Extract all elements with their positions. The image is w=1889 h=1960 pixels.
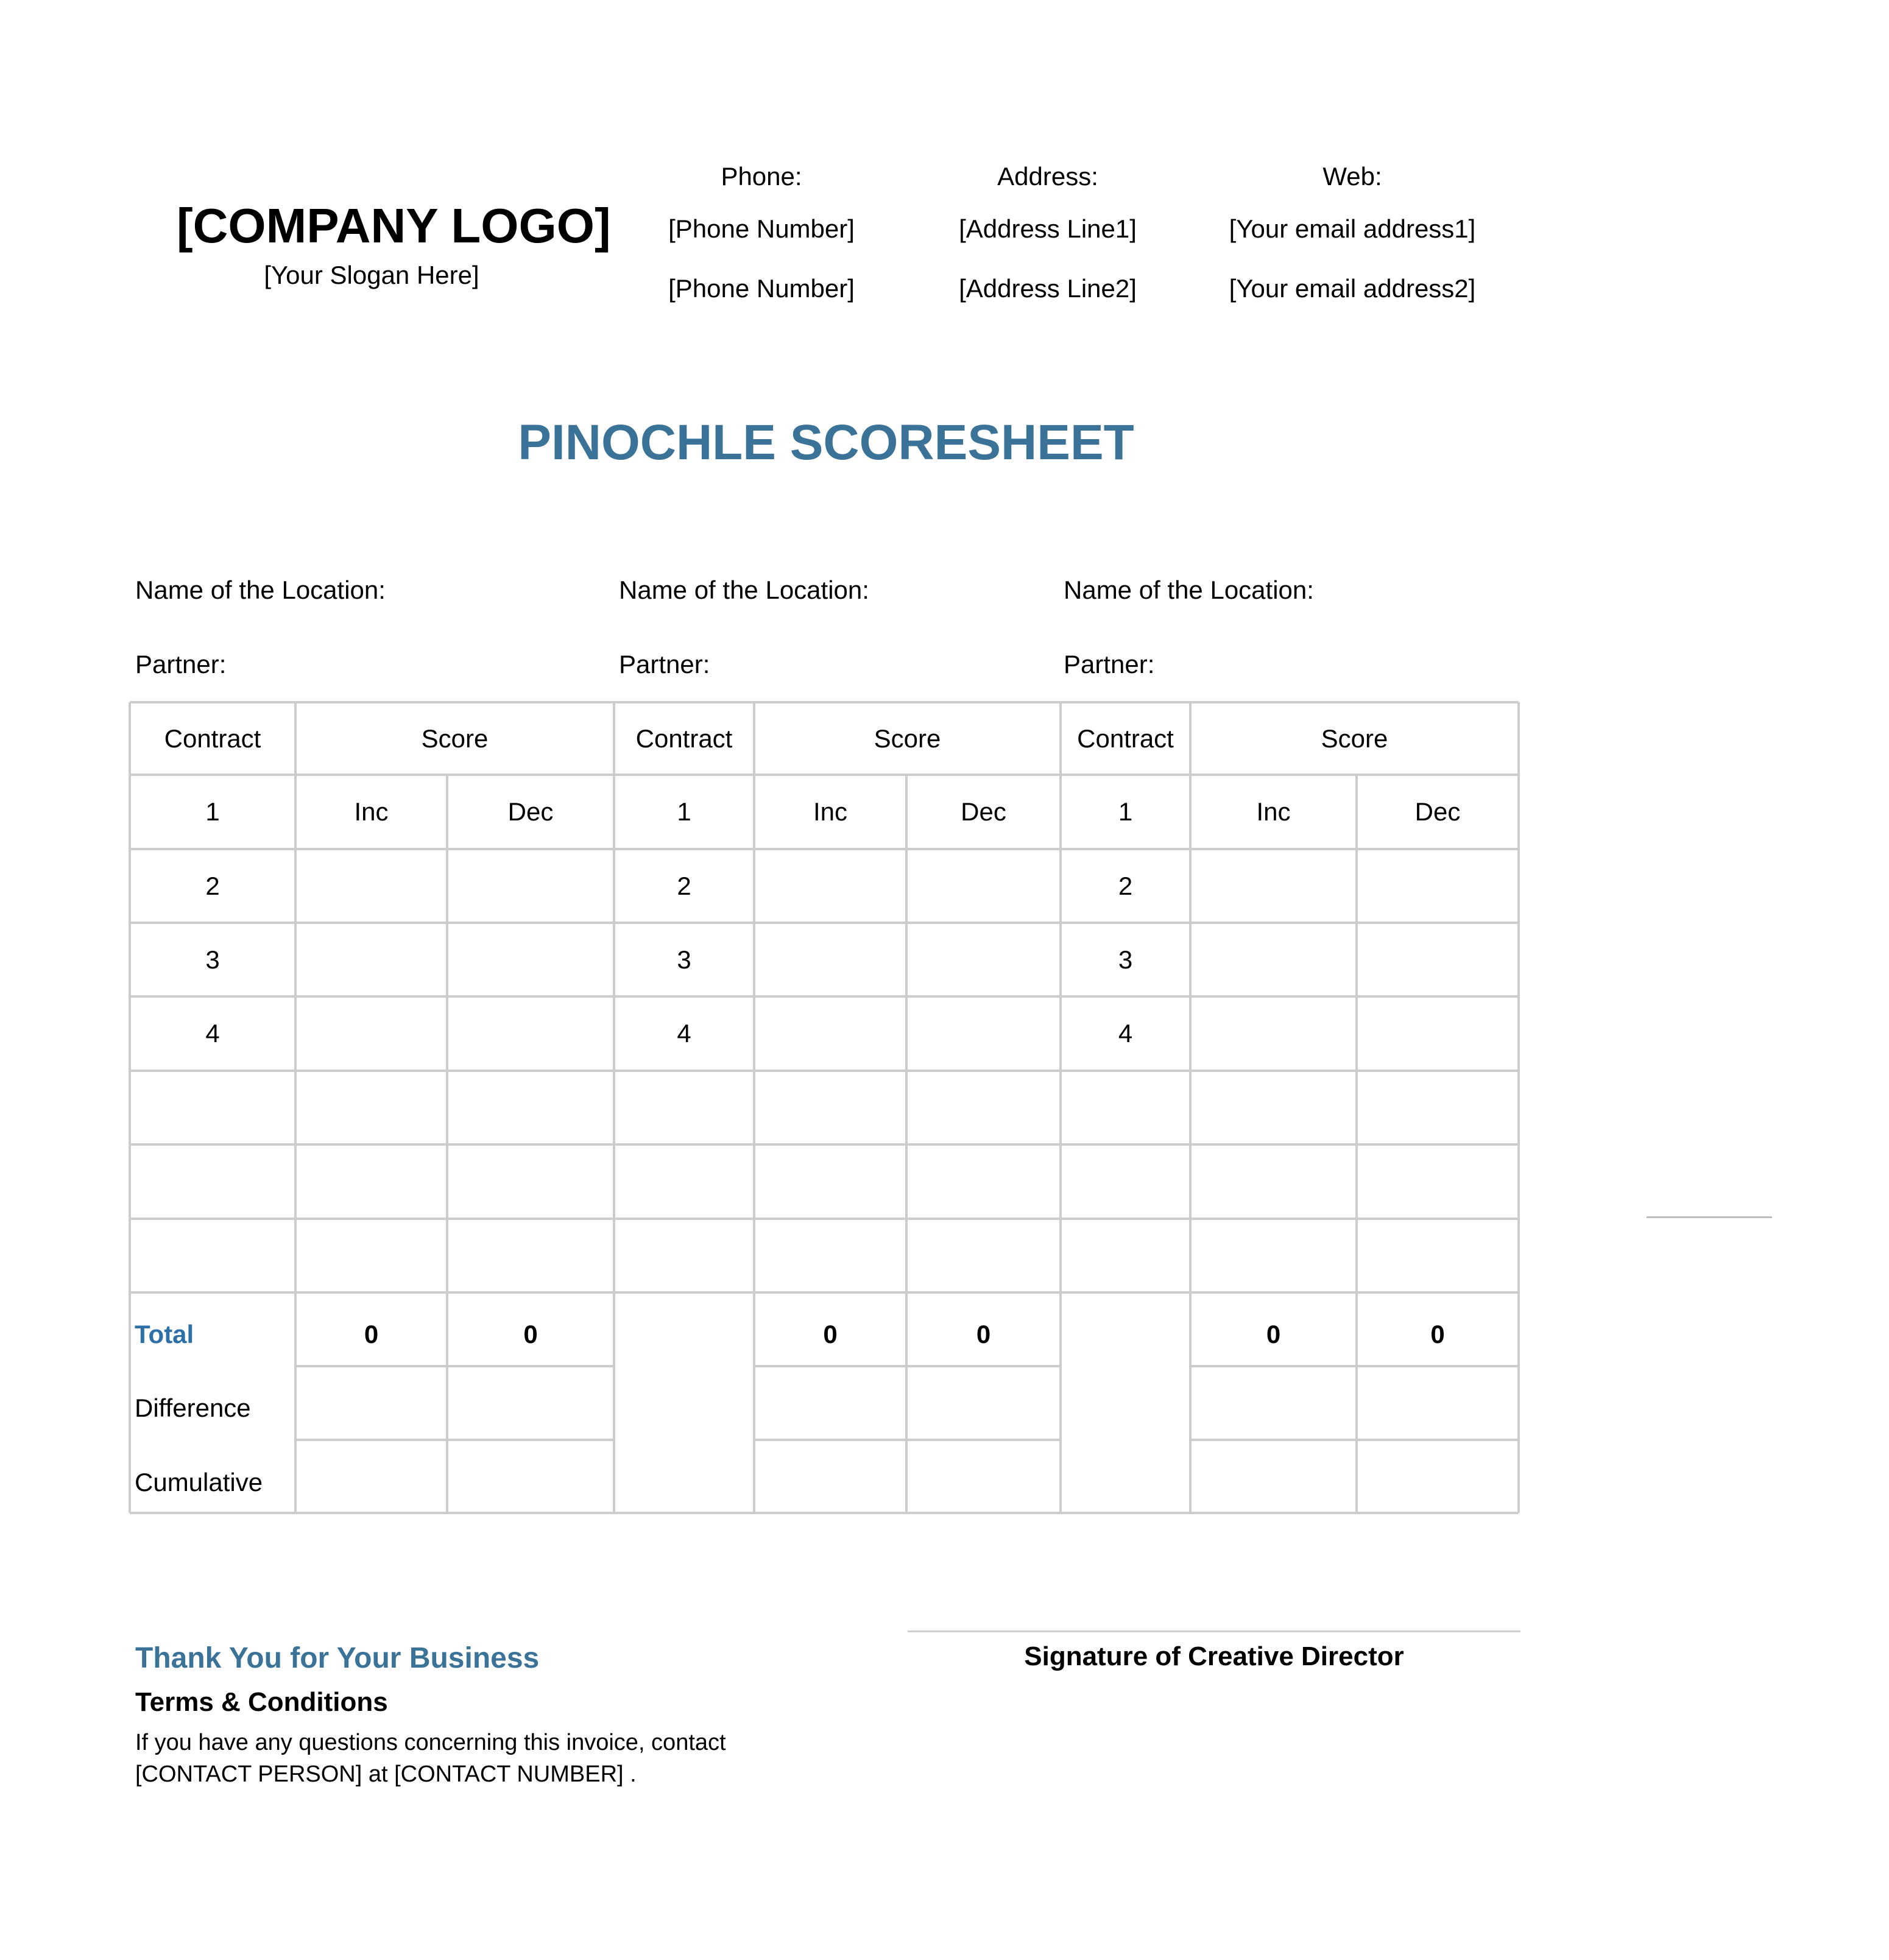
- inc-header-3: Inc: [1256, 797, 1291, 826]
- location-label-1: Name of the Location:: [135, 576, 386, 604]
- round-number: 3: [677, 945, 691, 974]
- partner-label-2: Partner:: [619, 650, 710, 679]
- company-logo: [COMPANY LOGO]: [177, 199, 611, 253]
- location-label-3: Name of the Location:: [1064, 576, 1314, 604]
- cumulative-label: Cumulative: [135, 1468, 263, 1496]
- signature-label: Signature of Creative Director: [1024, 1641, 1404, 1671]
- email-address-1: [Your email address1]: [1229, 214, 1476, 243]
- round-number: 1: [205, 797, 220, 826]
- total-dec-3: 0: [1430, 1320, 1445, 1348]
- dec-header-1: Dec: [507, 797, 554, 826]
- round-number: 3: [1118, 945, 1133, 974]
- score-header-2: Score: [874, 724, 941, 753]
- score-table: [129, 701, 1520, 1514]
- round-number: 4: [1118, 1019, 1133, 1048]
- terms-text: [135, 1727, 805, 1790]
- signature-line: [908, 1630, 1520, 1632]
- round-number: 4: [677, 1019, 691, 1048]
- dec-header-3: Dec: [1414, 797, 1461, 826]
- total-inc-3: 0: [1266, 1320, 1281, 1348]
- side-divider: [1647, 1216, 1772, 1218]
- web-label: Web:: [1322, 162, 1382, 191]
- web-column: [1212, 162, 1492, 311]
- location-label-2: Name of the Location:: [619, 576, 869, 604]
- thank-you-message: Thank You for Your Business: [135, 1642, 540, 1674]
- phone-column: [646, 162, 877, 311]
- round-number: 3: [205, 945, 220, 974]
- company-slogan: [Your Slogan Here]: [264, 261, 479, 289]
- difference-label: Difference: [135, 1394, 251, 1422]
- round-number: 4: [205, 1019, 220, 1048]
- round-number: 2: [677, 871, 691, 900]
- address-label: Address:: [997, 162, 1098, 191]
- total-dec-1: 0: [523, 1320, 538, 1348]
- score-header-3: Score: [1321, 724, 1388, 753]
- inc-header-2: Inc: [813, 797, 848, 826]
- round-number: 2: [1118, 871, 1133, 900]
- phone-number-1: [Phone Number]: [668, 214, 855, 243]
- terms-heading: Terms & Conditions: [135, 1687, 388, 1717]
- terms-line-1: If you have any questions concerning this invoice, contact: [135, 1730, 726, 1755]
- total-dec-2: 0: [976, 1320, 991, 1348]
- partner-label-1: Partner:: [135, 650, 227, 679]
- partner-label-3: Partner:: [1064, 650, 1155, 679]
- inc-header-1: Inc: [354, 797, 389, 826]
- page-title: PINOCHLE SCORESHEET: [518, 415, 1134, 470]
- round-number: 1: [1118, 797, 1133, 826]
- score-header-1: Score: [421, 724, 489, 753]
- contract-header-3: Contract: [1077, 724, 1174, 753]
- address-column: [932, 162, 1163, 311]
- phone-label: Phone:: [721, 162, 802, 191]
- address-line-1: [Address Line1]: [959, 214, 1137, 243]
- dec-header-2: Dec: [961, 797, 1006, 826]
- contract-header-2: Contract: [635, 724, 733, 753]
- address-line-2: [Address Line2]: [959, 274, 1137, 303]
- round-number: 2: [205, 871, 220, 900]
- terms-line-2: [CONTACT PERSON] at [CONTACT NUMBER] .: [135, 1761, 637, 1787]
- total-inc-2: 0: [823, 1320, 838, 1348]
- round-number: 1: [677, 797, 691, 826]
- phone-number-2: [Phone Number]: [668, 274, 855, 303]
- contract-header-1: Contract: [164, 724, 261, 753]
- total-label: Total: [135, 1320, 194, 1348]
- total-inc-1: 0: [364, 1320, 379, 1348]
- email-address-2: [Your email address2]: [1229, 274, 1476, 303]
